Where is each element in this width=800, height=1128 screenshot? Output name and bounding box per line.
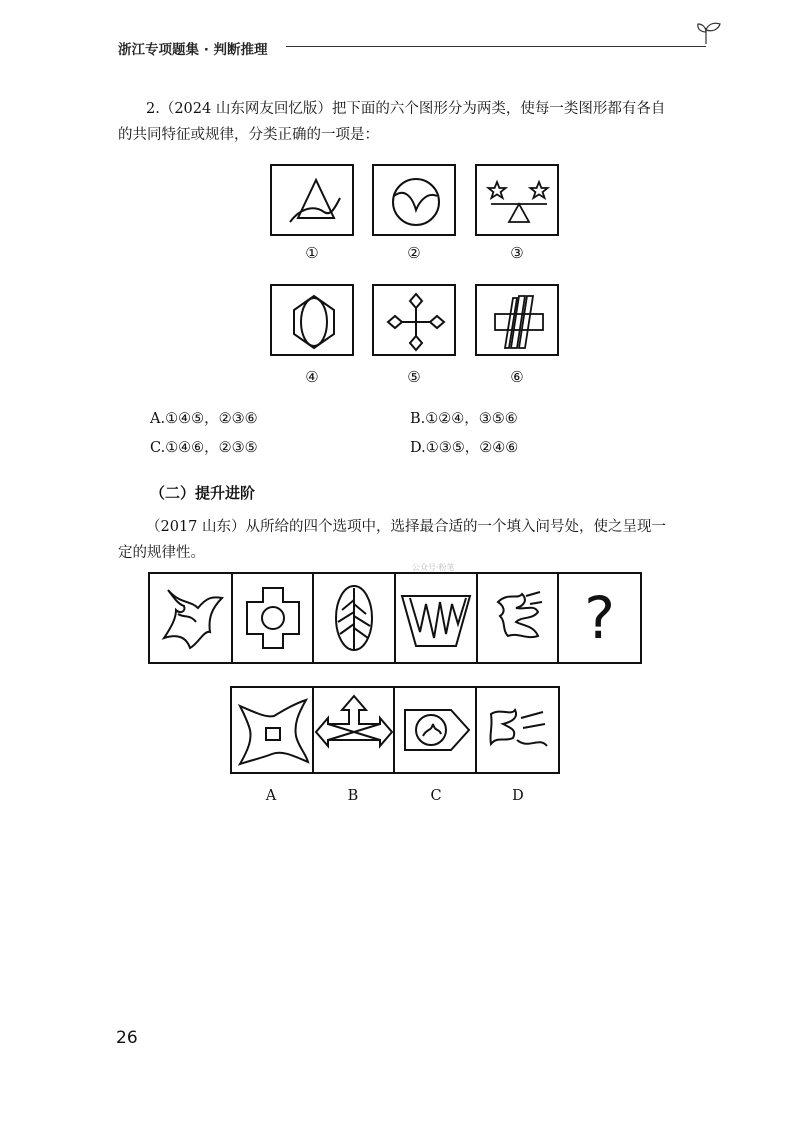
running-header: 浙江专项题集 · 判断推理 [118,42,268,58]
watermark: 公众号·粉笔 [412,563,455,572]
question-mark: ? [584,584,616,652]
figure-3-label: ③ [510,244,524,262]
option-d[interactable] [410,436,518,457]
option-a[interactable] [150,407,258,428]
sprout-icon [694,20,724,46]
answer-label-a: A [265,788,277,804]
figure-1-label: ① [305,244,319,262]
option-d-text: ①③⑤，②④⑥ [425,440,519,456]
figure-4 [270,284,354,356]
answer-label-d: D [512,788,524,804]
sequence-strip [148,572,642,664]
figure-6 [475,284,559,356]
answer-label-c: C [430,788,442,804]
option-a-letter: A. [150,411,166,427]
option-b-text: ①②④，③⑤⑥ [425,411,518,427]
figure-5-label: ⑤ [407,368,421,386]
sequence-figure-5 [478,574,560,662]
q3-text-line1: （2017 山东）从所给的四个选项中，选择最合适的一个填入问号处，使之呈现一 [146,519,667,535]
figure-2-label: ② [407,244,421,262]
figure-2 [372,164,456,236]
sequence-figure-2 [233,574,315,662]
figure-3 [475,164,559,236]
figure-4-label: ④ [305,368,319,386]
header-rule [286,46,706,47]
answer-figure-a[interactable] [232,688,314,772]
q3-text-line2: 定的规律性。 [118,545,205,561]
q2-text-line2: 的共同特征或规律，分类正确的一项是： [118,127,379,143]
option-d-letter: D. [410,440,426,456]
answer-label-b: B [347,788,359,804]
q2-text-line1: 2.（2024 山东网友回忆版）把下面的六个图形分为两类，使每一类图形都有各自 [146,101,666,117]
answer-figure-d[interactable] [477,688,558,772]
answer-figure-c[interactable] [395,688,477,772]
sequence-question-cell [559,574,640,662]
section-title: （二）提升进阶 [150,484,256,502]
option-b[interactable] [410,407,518,428]
sequence-figure-4 [396,574,478,662]
figure-6-label: ⑥ [510,368,524,386]
option-c-letter: C. [150,440,166,456]
answer-strip [230,686,560,774]
page-number: 26 [116,1028,138,1048]
option-c-text: ①④⑥，②③⑤ [165,440,258,456]
answer-figure-b[interactable] [314,688,395,772]
sequence-figure-1 [150,574,233,662]
option-b-letter: B. [410,411,426,427]
figure-5 [372,284,456,356]
sequence-figure-3 [314,574,396,662]
figure-1 [270,164,354,236]
option-c[interactable] [150,436,258,457]
option-a-text: ①④⑤，②③⑥ [165,411,258,427]
